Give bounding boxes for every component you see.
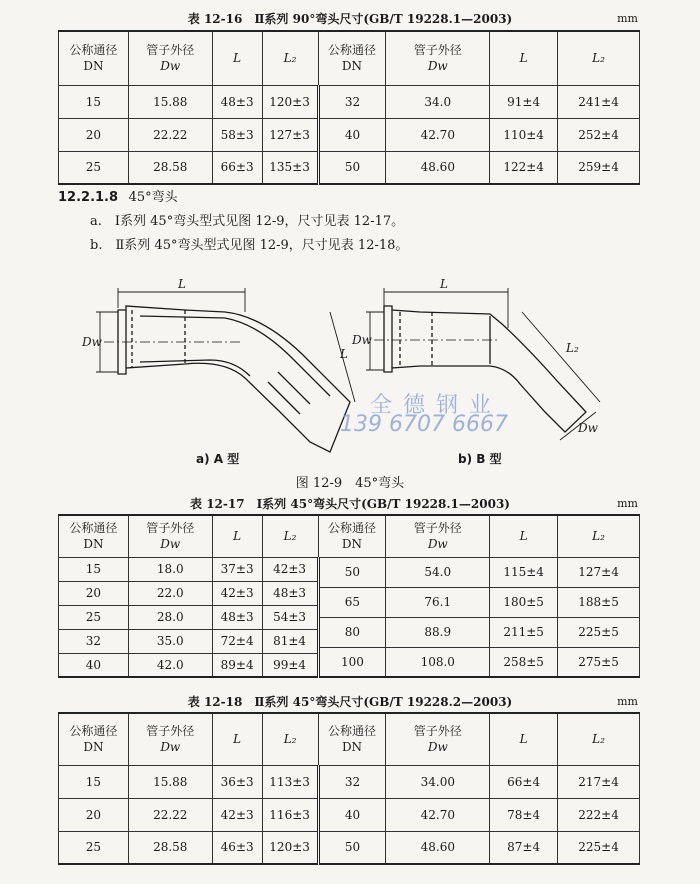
table-12-17 <box>58 514 640 678</box>
cell-right: 225±4 <box>558 831 640 864</box>
cell-left: 36±3 <box>212 765 262 798</box>
header-dn <box>59 31 129 85</box>
cell-left: 116±3 <box>262 798 318 831</box>
header-od-sub: Dw <box>160 59 181 74</box>
cell-right: 78±4 <box>490 798 558 831</box>
cell-right: 34.00 <box>386 765 490 798</box>
cell-right: 115±4 <box>490 557 558 587</box>
table-12-18 <box>58 712 640 865</box>
cell-right: 32 <box>318 765 386 798</box>
cell-right: 76.1 <box>386 587 490 617</box>
header-dn-label: 公称通径 <box>327 43 376 58</box>
cell-right: 180±5 <box>490 587 558 617</box>
table-row <box>59 85 640 118</box>
cell-right: 87±4 <box>490 831 558 864</box>
header-l2: L₂ <box>262 515 318 557</box>
cell-left: 42±3 <box>262 557 318 581</box>
section-heading <box>58 186 178 205</box>
watermark-line-2: 139 6707 6667 <box>340 412 508 437</box>
header-dn-sub: DN <box>83 537 104 552</box>
header-dn-sub: DN <box>341 59 363 74</box>
table-12-16-unit: mm <box>617 12 638 25</box>
cell-right: 217±4 <box>558 765 640 798</box>
cell-left: 22.22 <box>128 798 212 831</box>
cell-left: 46±3 <box>212 831 262 864</box>
cell-right: 225±5 <box>558 617 640 647</box>
header-dn-label: 公称通径 <box>69 724 118 739</box>
table-header-row <box>59 515 640 557</box>
cell-right: 80 <box>318 617 386 647</box>
header-od <box>386 713 490 765</box>
dim-l-a: L <box>178 277 186 291</box>
cell-left: 20 <box>59 581 129 605</box>
cell-right: 40 <box>318 118 386 151</box>
cell-right: 258±5 <box>490 647 558 677</box>
cell-left: 54±3 <box>262 605 318 629</box>
cell-left: 58±3 <box>212 118 262 151</box>
cell-left: 81±4 <box>262 629 318 653</box>
table-12-16 <box>58 30 640 185</box>
watermark-line-1: 全 德 钢 业 <box>370 393 493 418</box>
section-item-b: b. Ⅱ系列 45°弯头型式见图 12-9，尺寸见表 12-18。 <box>90 238 409 253</box>
cell-right: 110±4 <box>490 118 558 151</box>
cell-left: 25 <box>59 605 129 629</box>
header-l: L <box>212 515 262 557</box>
cell-right: 127±4 <box>558 557 640 587</box>
cell-left: 15.88 <box>128 765 212 798</box>
header-od <box>128 713 212 765</box>
cell-left: 28.0 <box>128 605 212 629</box>
cell-left: 32 <box>59 629 129 653</box>
header-dn <box>318 713 386 765</box>
header-dn-sub: DN <box>83 740 104 755</box>
header-od-label: 管子外径 <box>146 724 195 739</box>
dim-l2-b: L₂ <box>566 341 579 355</box>
header-l: L <box>490 31 558 85</box>
header-l2: L₂ <box>558 515 640 557</box>
dim-dw-b: Dw <box>352 333 372 347</box>
cell-right: 34.0 <box>386 85 490 118</box>
cell-right: 50 <box>318 151 386 184</box>
cell-left: 66±3 <box>212 151 262 184</box>
header-dn-sub: DN <box>83 59 104 74</box>
cell-left: 40 <box>59 653 129 677</box>
cell-right: 65 <box>318 587 386 617</box>
header-l2: L₂ <box>558 31 640 85</box>
cell-right: 122±4 <box>490 151 558 184</box>
header-od-label: 管子外径 <box>146 43 195 58</box>
header-od <box>128 515 212 557</box>
cell-right: 50 <box>318 831 386 864</box>
cell-left: 22.0 <box>128 581 212 605</box>
dim-l-b: L <box>440 277 448 291</box>
cell-left: 120±3 <box>262 831 318 864</box>
cell-right: 91±4 <box>490 85 558 118</box>
cell-left: 42±3 <box>212 581 262 605</box>
cell-right: 252±4 <box>558 118 640 151</box>
table-header-row <box>59 713 640 765</box>
cell-right: 259±4 <box>558 151 640 184</box>
header-od-sub: Dw <box>427 59 448 74</box>
figure-caption: 图 12-9 45°弯头 <box>295 476 405 491</box>
header-od <box>386 31 490 85</box>
header-dn-label: 公称通径 <box>69 521 118 536</box>
header-l: L <box>212 713 262 765</box>
cell-right: 88.9 <box>386 617 490 647</box>
table-12-16-caption: 表 12-16 Ⅱ系列 90°弯头尺寸(GB/T 19228.1—2003) <box>187 12 513 26</box>
header-dn-label: 公称通径 <box>69 43 118 58</box>
cell-left: 22.22 <box>128 118 212 151</box>
cell-right: 222±4 <box>558 798 640 831</box>
dim-l-a-2: L <box>340 347 348 361</box>
header-od-label: 管子外径 <box>413 521 462 536</box>
cell-left: 135±3 <box>262 151 318 184</box>
cell-left: 48±3 <box>212 605 262 629</box>
elbow-type-a <box>96 288 355 452</box>
cell-left: 28.58 <box>128 151 212 184</box>
cell-right: 188±5 <box>558 587 640 617</box>
cell-left: 48±3 <box>212 85 262 118</box>
section-number: 12.2.1.8 <box>58 190 119 205</box>
cell-left: 127±3 <box>262 118 318 151</box>
cell-left: 18.0 <box>128 557 212 581</box>
dim-dw-a: Dw <box>82 335 102 349</box>
header-dn-sub: DN <box>341 537 362 552</box>
header-l2: L₂ <box>262 31 318 85</box>
header-od-sub: Dw <box>427 537 448 552</box>
header-od <box>386 515 490 557</box>
cell-left: 99±4 <box>262 653 318 677</box>
cell-left: 15 <box>59 557 129 581</box>
section-item-a: a. Ⅰ系列 45°弯头型式见图 12-9，尺寸见表 12-17。 <box>90 214 405 229</box>
header-l2: L₂ <box>558 713 640 765</box>
header-od-sub: Dw <box>427 740 448 755</box>
cell-left: 72±4 <box>212 629 262 653</box>
table-row <box>59 557 640 563</box>
header-od-label: 管子外径 <box>413 724 462 739</box>
cell-right: 108.0 <box>386 647 490 677</box>
header-l: L <box>490 515 558 557</box>
cell-left: 25 <box>59 151 129 184</box>
cell-left: 48±3 <box>262 581 318 605</box>
cell-left: 37±3 <box>212 557 262 581</box>
header-dn <box>318 31 386 85</box>
header-dn <box>59 515 129 557</box>
cell-right: 211±5 <box>490 617 558 647</box>
header-dn-sub: DN <box>341 740 363 755</box>
cell-left: 15 <box>59 85 129 118</box>
cell-right: 48.60 <box>386 151 490 184</box>
table-row <box>59 798 640 831</box>
cell-right: 48.60 <box>386 831 490 864</box>
table-12-17-unit: mm <box>617 497 638 510</box>
cell-left: 42.0 <box>128 653 212 677</box>
cell-left: 89±4 <box>212 653 262 677</box>
cell-right: 40 <box>318 798 386 831</box>
cell-left: 120±3 <box>262 85 318 118</box>
section-title: 45°弯头 <box>128 190 178 205</box>
cell-right: 42.70 <box>386 798 490 831</box>
header-dn-label: 公称通径 <box>327 724 376 739</box>
cell-left: 25 <box>59 831 129 864</box>
cell-right: 241±4 <box>558 85 640 118</box>
header-l2: L₂ <box>262 713 318 765</box>
header-od-sub: Dw <box>160 537 181 552</box>
cell-right: 66±4 <box>490 765 558 798</box>
cell-left: 20 <box>59 798 129 831</box>
dim-dw-b-2: Dw <box>578 421 598 435</box>
figure-label-b: b) B 型 <box>458 452 502 466</box>
header-l: L <box>490 713 558 765</box>
cell-left: 42±3 <box>212 798 262 831</box>
header-dn <box>59 713 129 765</box>
table-row <box>59 151 640 184</box>
figure-label-a: a) A 型 <box>196 452 240 466</box>
table-header-row <box>59 31 640 85</box>
table-row <box>59 765 640 798</box>
table-row <box>59 831 640 864</box>
table-12-18-unit: mm <box>617 695 638 708</box>
cell-left: 20 <box>59 118 129 151</box>
header-dn <box>318 515 386 557</box>
cell-left: 15 <box>59 765 129 798</box>
table-12-17-caption: 表 12-17 Ⅰ系列 45°弯头尺寸(GB/T 19228.1—2003) <box>190 497 510 511</box>
cell-right: 32 <box>318 85 386 118</box>
cell-left: 113±3 <box>262 765 318 798</box>
cell-right: 42.70 <box>386 118 490 151</box>
cell-right: 54.0 <box>386 557 490 587</box>
cell-left: 28.58 <box>128 831 212 864</box>
cell-right: 100 <box>318 647 386 677</box>
cell-right: 50 <box>318 557 386 587</box>
header-od-label: 管子外径 <box>146 521 195 536</box>
header-od <box>128 31 212 85</box>
table-row <box>59 118 640 151</box>
cell-right: 275±5 <box>558 647 640 677</box>
table-12-18-caption: 表 12-18 Ⅱ系列 45°弯头尺寸(GB/T 19228.2—2003) <box>187 695 513 709</box>
header-od-sub: Dw <box>160 740 181 755</box>
cell-left: 35.0 <box>128 629 212 653</box>
header-l: L <box>212 31 262 85</box>
cell-left: 15.88 <box>128 85 212 118</box>
header-od-label: 管子外径 <box>413 43 462 58</box>
header-dn-label: 公称通径 <box>327 521 376 536</box>
